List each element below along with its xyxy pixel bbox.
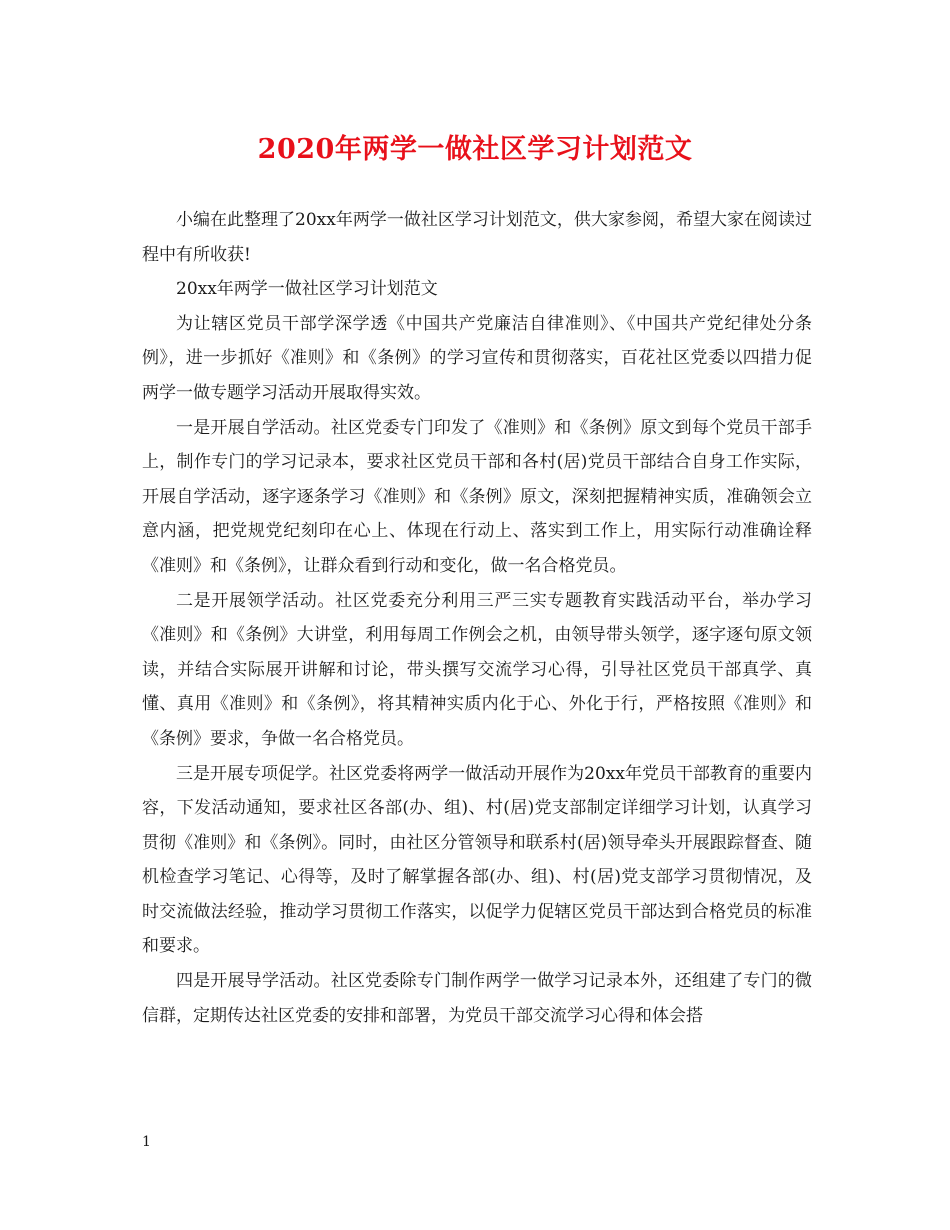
document-title: 2020年两学一做社区学习计划范文	[257, 134, 693, 165]
paragraph-self-study: 一是开展自学活动。社区党委专门印发了《准则》和《条例》原文到每个党员干部手上，制作专门的学习记录本，要求社区党员干部和各村(居)党员干部结合自身工作实际，开展自学活动，逐字逐条学习《准则》和《条例》原文，深刻把握精神实质，准确领会立意内涵，把党规党纪刻印在心上、体现在行动上、落实到工作上，用实际行动准确诠释《准则》和《条例》，让群众看到行动和变化，做一名合格党员。	[142, 417, 812, 576]
paragraph-led-study: 二是开展领学活动。社区党委充分利用三严三实专题教育实践活动平台，举办学习《准则》和《条例》大讲堂，利用每周工作例会之机，由领导带头领学，逐字逐句原文领读，并结合实际展开讲解和讨论，带头撰写交流学习心得，引导社区党员干部真学、真懂、真用《准则》和《条例》，将其精神实质内化于心、外化于行，严格按照《准则》和《条例》要求，争做一名合格党员。	[142, 590, 812, 749]
paragraph-intro: 小编在此整理了20xx年两学一做社区学习计划范文，供大家参阅，希望大家在阅读过程中有所收获!	[142, 210, 812, 265]
paragraph-overview: 为让辖区党员干部学深学透《中国共产党廉洁自律准则》、《中国共产党纪律处分条例》，进一步抓好《准则》和《条例》的学习宣传和贯彻落实，百花社区党委以四措力促两学一做专题学习活动开展取得实效。	[142, 313, 812, 403]
paragraph-subtitle: 20xx年两学一做社区学习计划范文	[176, 279, 438, 300]
document-body	[142, 203, 812, 1033]
page-number: 1	[142, 1134, 151, 1150]
paragraph-guided-study: 四是开展导学活动。社区党委除专门制作两学一做学习记录本外，还组建了专门的微信群，定期传达社区党委的安排和部署，为党员干部交流学习心得和体会搭	[142, 971, 812, 1026]
paragraph-special-study: 三是开展专项促学。社区党委将两学一做活动开展作为20xx年党员干部教育的重要内容，下发活动通知，要求社区各部(办、组)、村(居)党支部制定详细学习计划，认真学习贯彻《准则》和《条例》。同时，由社区分管领导和联系村(居)领导牵头开展跟踪督查、随机检查学习笔记、心得等，及时了解掌握各部(办、组)、村(居)党支部学习贯彻情况，及时交流做法经验，推动学习贯彻工作落实，以促学力促辖区党员干部达到合格党员的标准和要求。	[142, 763, 812, 957]
